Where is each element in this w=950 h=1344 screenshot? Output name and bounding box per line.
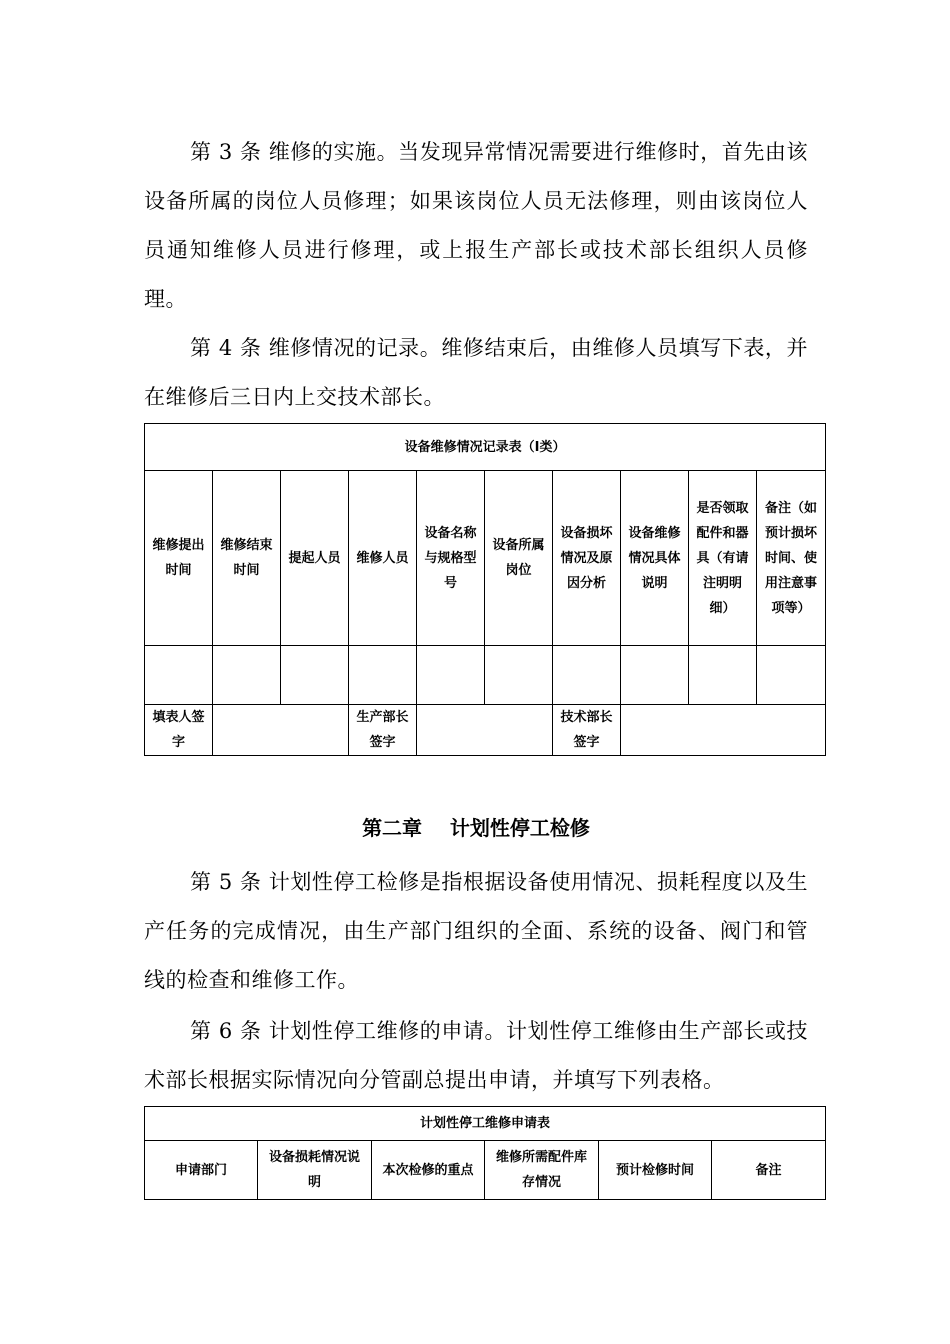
empty-cell[interactable] [553,646,621,705]
header-expected-time: 预计检修时间 [599,1141,712,1200]
empty-cell[interactable] [281,646,349,705]
header-end-time: 维修结束时间 [213,471,281,646]
technical-signature-label: 技术部长签字 [553,705,621,756]
header-inspection-focus: 本次检修的重点 [372,1141,485,1200]
production-signature-label: 生产部长签字 [349,705,417,756]
record-table-title: 设备维修情况记录表（Ⅰ类） [145,424,826,471]
planned-shutdown-application-table [144,1106,826,1200]
empty-cell[interactable] [689,646,757,705]
header-damage-analysis: 设备损坏情况及原因分析 [553,471,621,646]
table-row [145,646,826,705]
header-repair-details: 设备维修情况具体说明 [621,471,689,646]
header-parts-collected: 是否领取配件和器具（有请注明明细） [689,471,757,646]
article-3-paragraph: 第 3 条 维修的实施。当发现异常情况需要进行维修时，首先由该设备所属的岗位人员修理；如果该岗位人员无法修理，则由该岗位人员通知维修人员进行修理，或上报生产部长或技术部长组织人员修理。 [144,140,808,311]
filler-signature-label: 填表人签字 [145,705,213,756]
empty-cell[interactable] [485,646,553,705]
header-repairer: 维修人员 [349,471,417,646]
chapter-title: 第二章 计划性停工检修 [362,816,590,840]
signature-row [145,705,826,756]
maintenance-record-table [144,423,826,756]
header-equipment-post: 设备所属岗位 [485,471,553,646]
empty-cell[interactable] [145,646,213,705]
empty-cell[interactable] [621,646,689,705]
empty-cell[interactable] [213,646,281,705]
header-wear-description: 设备损耗情况说明 [258,1141,372,1200]
technical-signature-field[interactable] [621,705,826,756]
header-equipment-name: 设备名称与规格型号 [417,471,485,646]
header-requester: 提起人员 [281,471,349,646]
apply-table-title: 计划性停工维修申请表 [145,1107,826,1141]
header-apply-remarks: 备注 [712,1141,826,1200]
header-applying-department: 申请部门 [145,1141,258,1200]
article-6-paragraph: 第 6 条 计划性停工维修的申请。计划性停工维修由生产部长或技术部长根据实际情况向分管副总提出申请，并填写下列表格。 [144,1019,808,1092]
filler-signature-field[interactable] [213,705,349,756]
empty-cell[interactable] [349,646,417,705]
header-remarks: 备注（如预计损坏时间、使用注意事项等） [757,471,826,646]
header-request-time: 维修提出时间 [145,471,213,646]
empty-cell[interactable] [757,646,826,705]
article-5-paragraph: 第 5 条 计划性停工检修是指根据设备使用情况、损耗程度以及生产任务的完成情况，由生产部门组织的全面、系统的设备、阀门和管线的检查和维修工作。 [144,870,808,992]
header-parts-inventory: 维修所需配件库存情况 [485,1141,599,1200]
production-signature-field[interactable] [417,705,553,756]
article-4-paragraph: 第 4 条 维修情况的记录。维修结束后，由维修人员填写下表，并在维修后三日内上交技术部长。 [144,336,808,409]
empty-cell[interactable] [417,646,485,705]
